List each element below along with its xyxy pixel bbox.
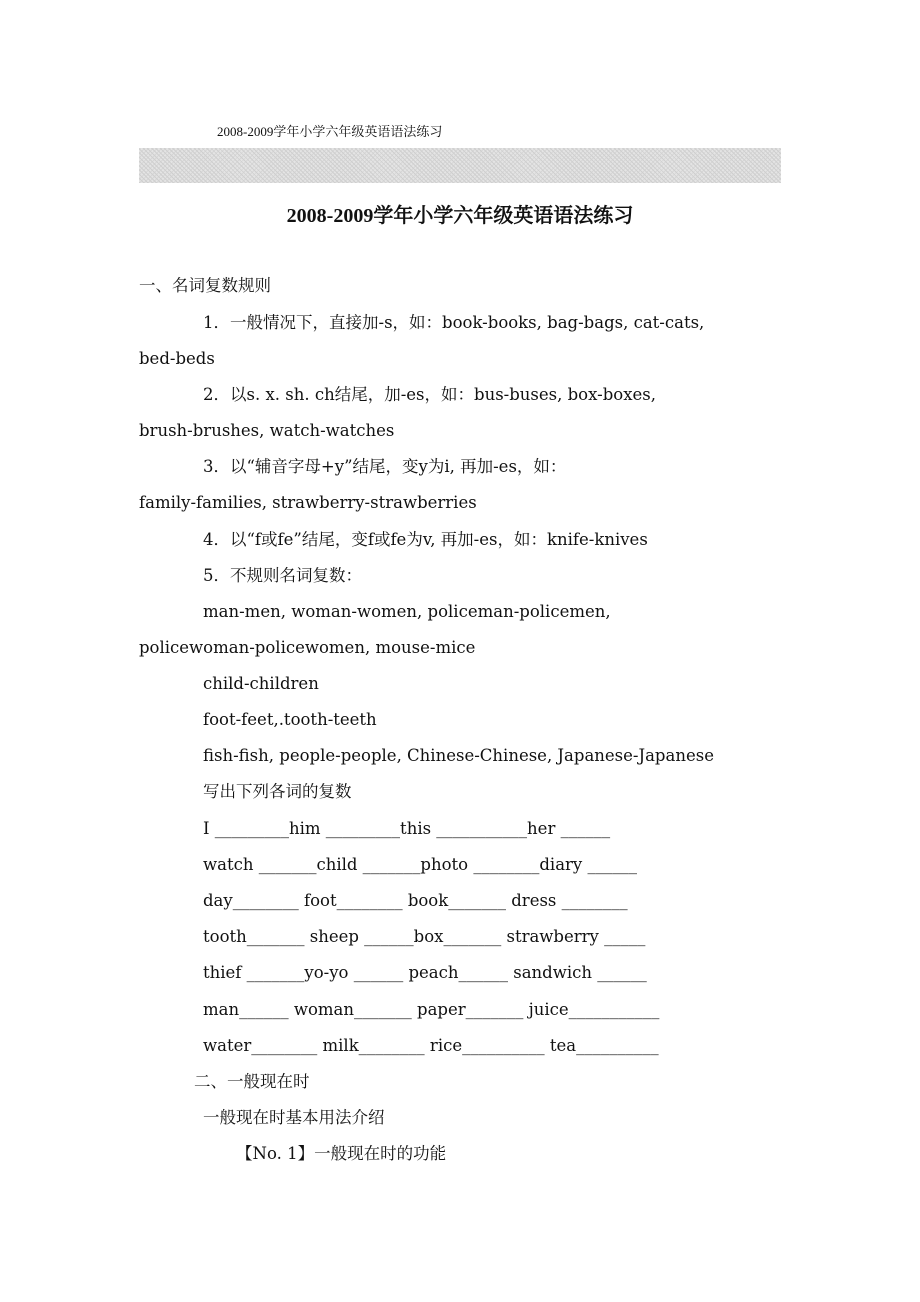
exercise-line-1: I _________him _________this ___________her ______: [203, 819, 611, 838]
irregular-line-3: child-children: [203, 674, 319, 693]
section2-subheading: 【No. 1】一般现在时的功能: [236, 1144, 447, 1163]
exercise-heading: 写出下列各词的复数: [203, 782, 352, 801]
rule-1-line-1: 1．一般情况下，直接加-s，如：book-books, bag-bags, cat-cats,: [203, 313, 705, 332]
exercise-line-3: day________ foot________ book_______ dress ________: [203, 891, 628, 910]
section2-intro: 一般现在时基本用法介绍: [203, 1108, 385, 1127]
irregular-line-5: fish-fish, people-people, Chinese-Chinese, Japanese-Japanese: [203, 746, 714, 765]
exercise-line-4: tooth_______ sheep ______box_______ strawberry _____: [203, 927, 646, 946]
rule-5: 5．不规则名词复数：: [203, 566, 362, 585]
page-title: 2008-2009学年小学六年级英语语法练习: [286, 205, 634, 227]
exercise-line-6: man______ woman_______ paper_______ juice___________: [203, 1000, 660, 1019]
rule-4: 4．以“f或fe”结尾，变f或fe为v, 再加-es，如：knife-knives: [203, 530, 648, 549]
rule-1-line-2: bed-beds: [139, 349, 215, 368]
running-header: 2008-2009学年小学六年级英语语法练习: [217, 124, 443, 139]
exercise-line-2: watch _______child _______photo ________diary ______: [203, 855, 637, 874]
irregular-line-2: policewoman-policewomen, mouse-mice: [139, 638, 476, 657]
exercise-line-5: thief _______yo-yo ______ peach______ sandwich ______: [203, 963, 647, 982]
rule-2-line-1: 2．以s. x. sh. ch结尾，加-es，如：bus-buses, box-boxes,: [203, 385, 656, 404]
section1-heading: 一、名词复数规则: [139, 276, 271, 295]
exercise-line-7: water________ milk________ rice__________ tea__________: [203, 1036, 659, 1055]
header-band: [139, 148, 781, 183]
rule-3-line-1: 3．以“辅音字母+y”结尾，变y为i, 再加-es，如：: [203, 457, 567, 476]
rule-3-line-2: family-families, strawberry-strawberries: [139, 493, 477, 512]
irregular-line-1: man-men, woman-women, policeman-policemen,: [203, 602, 611, 621]
section2-heading: 二、一般现在时: [194, 1072, 310, 1091]
rule-2-line-2: brush-brushes, watch-watches: [139, 421, 395, 440]
irregular-line-4: foot-feet,.tooth-teeth: [203, 710, 377, 729]
